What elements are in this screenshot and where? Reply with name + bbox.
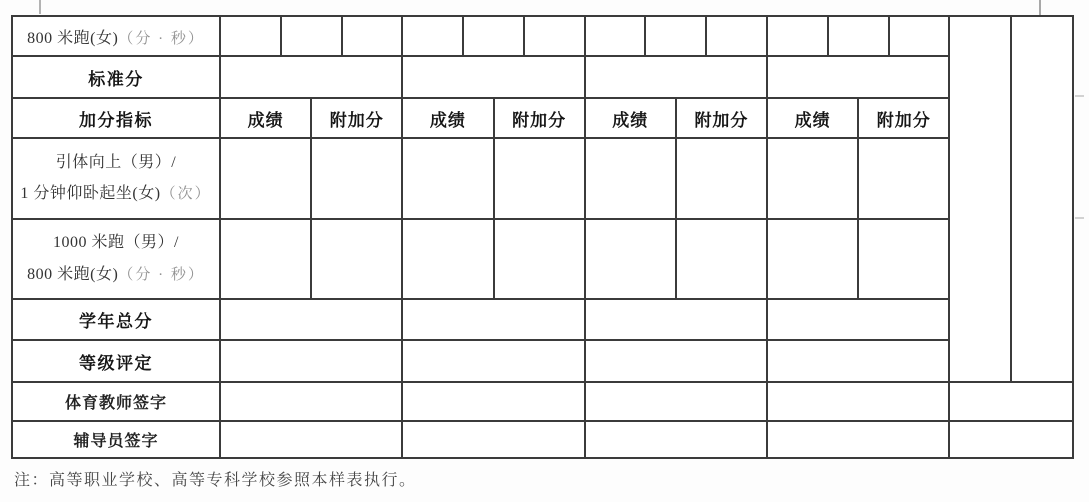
extra-points-entry-cell [311, 138, 402, 219]
row-label-grade-rating: 等级评定 [12, 340, 220, 382]
grade-rating-cell [402, 340, 584, 382]
run800-entry-cell [463, 16, 524, 56]
year-total-cell [220, 299, 402, 340]
signature-cell [402, 421, 584, 458]
year-total-cell [767, 299, 949, 340]
score-header: 成绩 [585, 98, 676, 138]
extra-points-entry-cell [676, 138, 767, 219]
signature-merged-right-cell [949, 421, 1073, 458]
extra-points-header: 附加分 [858, 98, 949, 138]
standard-score-cell [767, 56, 949, 98]
signature-cell [767, 382, 949, 421]
footnote: 注：高等职业学校、高等专科学校参照本样表执行。 [14, 472, 417, 489]
year-total-cell [402, 299, 584, 340]
row-label-bonus-indicator: 加分指标 [12, 98, 220, 138]
extra-points-entry-cell [676, 219, 767, 299]
table-row [12, 56, 1073, 98]
table-row [12, 340, 1073, 382]
signature-merged-right-cell [949, 382, 1073, 421]
table-row [12, 382, 1073, 421]
run800-entry-cell [524, 16, 585, 56]
table-row [12, 219, 1073, 299]
score-entry-cell [767, 219, 858, 299]
cropped-row-line-remnant [39, 0, 41, 14]
scan-artifact-tick [1075, 95, 1084, 97]
run800-entry-cell [767, 16, 828, 56]
signature-cell [220, 382, 402, 421]
run800-entry-cell [889, 16, 950, 56]
row-label-pullup-situp: 引体向上（男）/ 1 分钟仰卧起坐(女)（次） [12, 138, 220, 219]
grade-rating-cell [767, 340, 949, 382]
run800-entry-cell [342, 16, 403, 56]
signature-cell [220, 421, 402, 458]
run800-entry-cell [828, 16, 889, 56]
cropped-row-line-remnant [1039, 0, 1041, 15]
signature-cell [585, 382, 767, 421]
extra-points-entry-cell [858, 138, 949, 219]
scan-artifact-tick [1075, 217, 1084, 219]
extra-points-entry-cell [494, 138, 585, 219]
table-row [12, 98, 1073, 138]
score-entry-cell [402, 219, 493, 299]
extra-points-entry-cell [858, 219, 949, 299]
score-entry-cell [585, 138, 676, 219]
extra-points-header: 附加分 [311, 98, 402, 138]
signature-cell [402, 382, 584, 421]
score-entry-cell [220, 138, 311, 219]
standard-score-cell [585, 56, 767, 98]
signature-cell [767, 421, 949, 458]
right-tall-column-2 [1011, 16, 1073, 382]
run800-entry-cell [645, 16, 706, 56]
extra-points-header: 附加分 [494, 98, 585, 138]
right-tall-column-1 [949, 16, 1011, 382]
grade-rating-cell [585, 340, 767, 382]
table-row [12, 299, 1073, 340]
run800-entry-cell [281, 16, 342, 56]
run800-entry-cell [585, 16, 646, 56]
pe-score-table [11, 15, 1074, 459]
standard-score-cell [220, 56, 402, 98]
score-entry-cell [220, 219, 311, 299]
run800-entry-cell [706, 16, 767, 56]
row-label-counselor-signature: 辅导员签字 [12, 421, 220, 458]
row-label-pe-teacher-signature: 体育教师签字 [12, 382, 220, 421]
table-row [12, 138, 1073, 219]
signature-cell [585, 421, 767, 458]
row-label-800m-run: 800 米跑(女)（分 · 秒） [12, 16, 220, 56]
score-header: 成绩 [402, 98, 493, 138]
standard-score-cell [402, 56, 584, 98]
extra-points-entry-cell [311, 219, 402, 299]
row-label-standard-score: 标准分 [12, 56, 220, 98]
table-row [12, 421, 1073, 458]
row-label-1000m-800m-run: 1000 米跑（男）/ 800 米跑(女)（分 · 秒） [12, 219, 220, 299]
grade-rating-cell [220, 340, 402, 382]
score-header: 成绩 [220, 98, 311, 138]
row-label-year-total: 学年总分 [12, 299, 220, 340]
score-header: 成绩 [767, 98, 858, 138]
extra-points-header: 附加分 [676, 98, 767, 138]
run800-entry-cell [402, 16, 463, 56]
table-row [12, 16, 1073, 56]
score-entry-cell [402, 138, 493, 219]
year-total-cell [585, 299, 767, 340]
score-entry-cell [767, 138, 858, 219]
run800-entry-cell [220, 16, 281, 56]
score-entry-cell [585, 219, 676, 299]
extra-points-entry-cell [494, 219, 585, 299]
